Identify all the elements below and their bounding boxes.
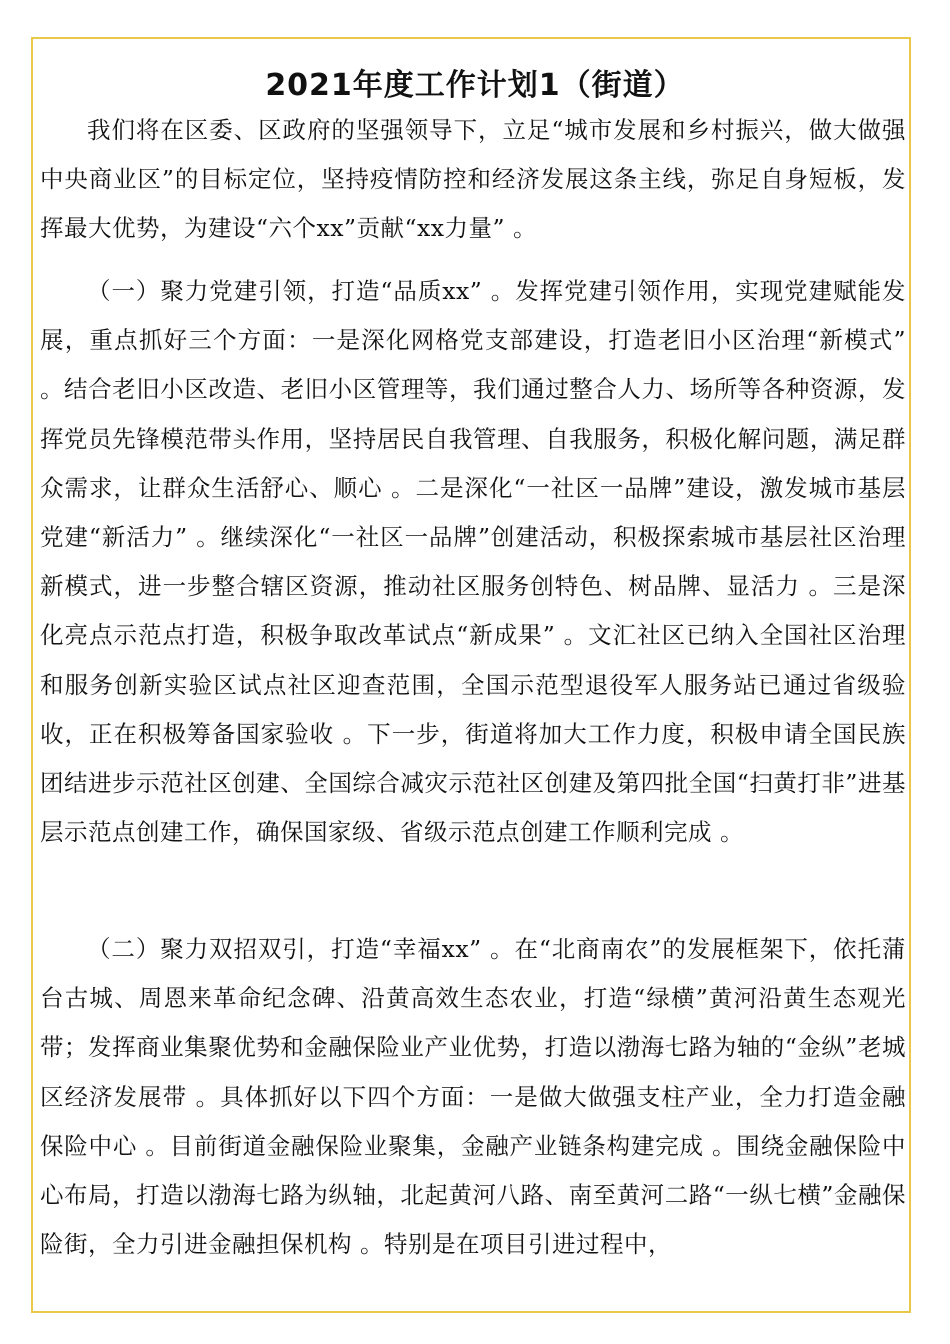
section-one-paragraph: （一）聚力党建引领，打造“品质xx” 。发挥党建引领作用，实现党建赋能发展，重点抓好三个方面：一是深化网格党支部建设，打造老旧小区治理“新模式” 。结合老旧小区改造、老旧小区管理等，我们通过整合人力、场所等各种资源，发挥党员先锋模范带头作用，坚持居民自我管理、自我服务，积极化解问题，满足群众需求，让群众生活舒心、顺心 。二是深化“一社区一品牌”建设，激发城市基层党建“新活力” 。继续深化“一社区一品牌”创建活动，积极探索城市基层社区治理新模式，进一步整合辖区资源，推动社区服务创特色、树品牌、显活力 。三是深化亮点示范点打造，积极争取改革试点“新成果” 。文汇社区已纳入全国社区治理和服务创新实验区试点社区迎查范围，全国示范型退役军人服务站已通过省级验收，正在积极筹备国家验收 。下一步，街道将加大工作力度，积极申请全国民族团结进步示范社区创建、全国综合减灾示范社区创建及第四批全国“扫黄打非”进基层示范点创建工作，确保国家级、省级示范点创建工作顺利完成 。 — [40, 277, 906, 847]
section-two-paragraph: （二）聚力双招双引，打造“幸福xx” 。在“北商南农”的发展框架下，依托蒲台古城、周恩来革命纪念碑、沿黄高效生态农业，打造“绿横”黄河沿黄生态观光带；发挥商业集聚优势和金融保险业产业优势，打造以渤海七路为轴的“金纵”老城区经济发展带 。具体抓好以下四个方面：一是做大做强支柱产业，全力打造金融保险中心 。目前街道金融保险业聚集，金融产业链条构建完成 。围绕金融保险中心布局，打造以渤海七路为纵轴，北起黄河八路、南至黄河二路“一纵七横”金融保险街，全力引进金融担保机构 。特别是在项目引进过程中， — [40, 935, 906, 1259]
intro-paragraph: 我们将在区委、区政府的坚强领导下，立足“城市发展和乡村振兴，做大做强中央商业区”的目标定位，坚持疫情防控和经济发展这条主线，弥足自身短板，发挥最大优势，为建设“六个xx”贡献“xx力量” 。 — [40, 116, 906, 243]
document-title: 2021年度工作计划1（街道） — [265, 68, 685, 104]
